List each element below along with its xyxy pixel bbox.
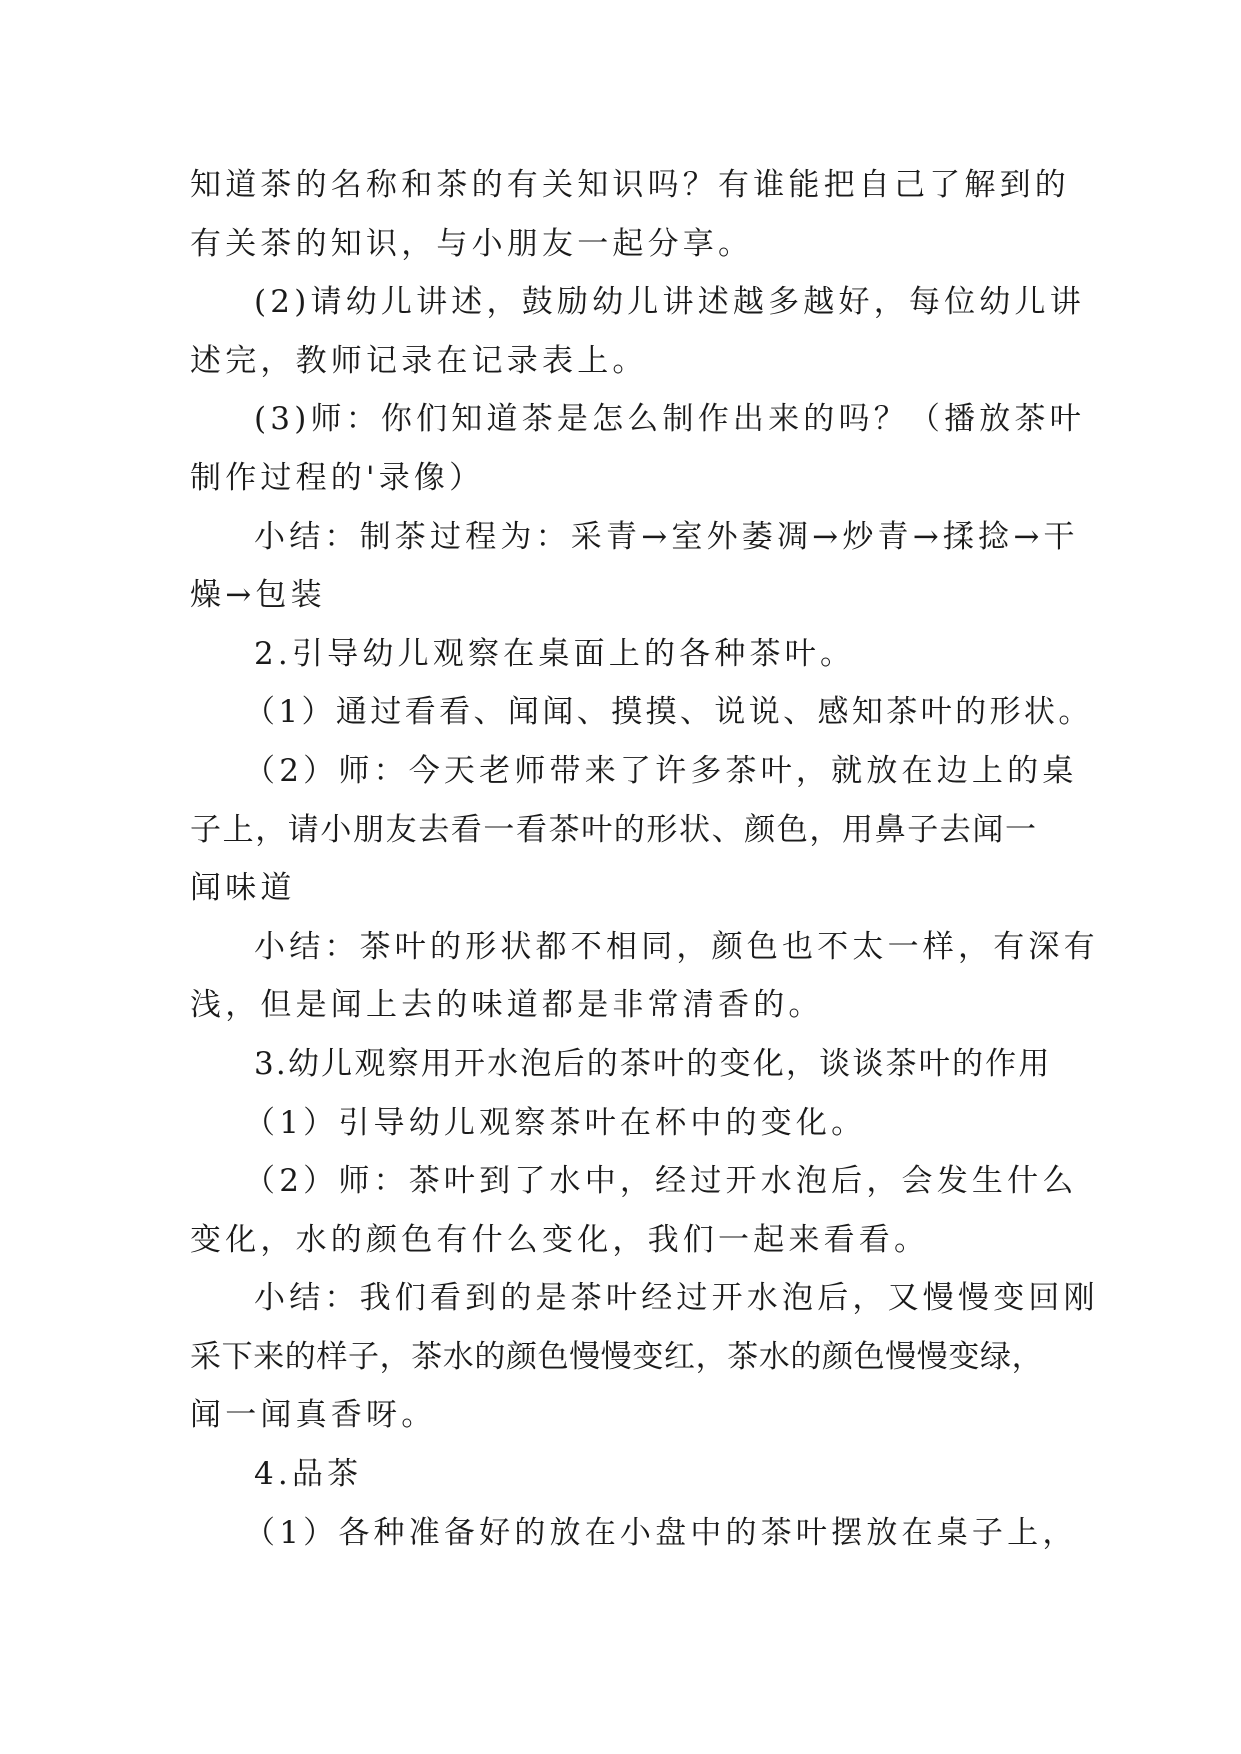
text-line: 小结：制茶过程为：采青→室外萎凋→炒青→揉捻→干 <box>254 518 1079 555</box>
text-line: 变化，水的颜色有什么变化，我们一起来看看。 <box>190 1221 930 1258</box>
document-body <box>190 156 1099 1562</box>
text-line: 子上，请小朋友去看一看茶叶的形状、颜色，用鼻子去闻一 <box>190 811 1038 848</box>
text-line: 3.幼儿观察用开水泡后的茶叶的变化，谈谈茶叶的作用 <box>254 1045 1052 1082</box>
text-line: (2)请幼儿讲述，鼓励幼儿讲述越多越好，每位幼儿讲 <box>254 284 1085 321</box>
text-line: 2.引导幼儿观察在桌面上的各种茶叶。 <box>254 635 856 672</box>
text-line: （2）师：今天老师带来了许多茶叶，就放在边上的桌 <box>244 752 1078 789</box>
text-line: (3)师：你们知道茶是怎么制作出来的吗？（播放茶叶 <box>254 401 1085 438</box>
text-line: 小结：我们看到的是茶叶经过开水泡后，又慢慢变回刚 <box>254 1280 1099 1317</box>
text-line: 采下来的样子，茶水的颜色慢慢变红，茶水的颜色慢慢变绿， <box>190 1338 1044 1375</box>
text-line: 闻一闻真香呀。 <box>190 1397 437 1434</box>
text-line: 小结：茶叶的形状都不相同，颜色也不太一样，有深有 <box>254 928 1099 965</box>
text-line: 4.品茶 <box>254 1456 363 1493</box>
text-line: 述完，教师记录在记录表上。 <box>190 342 648 379</box>
text-line: 浅，但是闻上去的味道都是非常清香的。 <box>190 987 824 1024</box>
text-line: （1）各种准备好的放在小盘中的茶叶摆放在桌子上， <box>244 1514 1078 1551</box>
text-line: （2）师：茶叶到了水中，经过开水泡后，会发生什么 <box>244 1163 1078 1200</box>
text-line: 燥→包装 <box>190 577 326 614</box>
text-line: 闻味道 <box>190 870 296 907</box>
text-line: （1）通过看看、闻闻、摸摸、说说、感知茶叶的形状。 <box>244 694 1093 731</box>
text-line: 知道茶的名称和茶的有关知识吗？有谁能把自己了解到的 <box>190 167 1070 203</box>
text-line: 制作过程的'录像） <box>190 459 485 496</box>
text-line: （1）引导幼儿观察茶叶在杯中的变化。 <box>244 1104 867 1141</box>
text-line: 有关茶的知识，与小朋友一起分享。 <box>190 225 754 262</box>
